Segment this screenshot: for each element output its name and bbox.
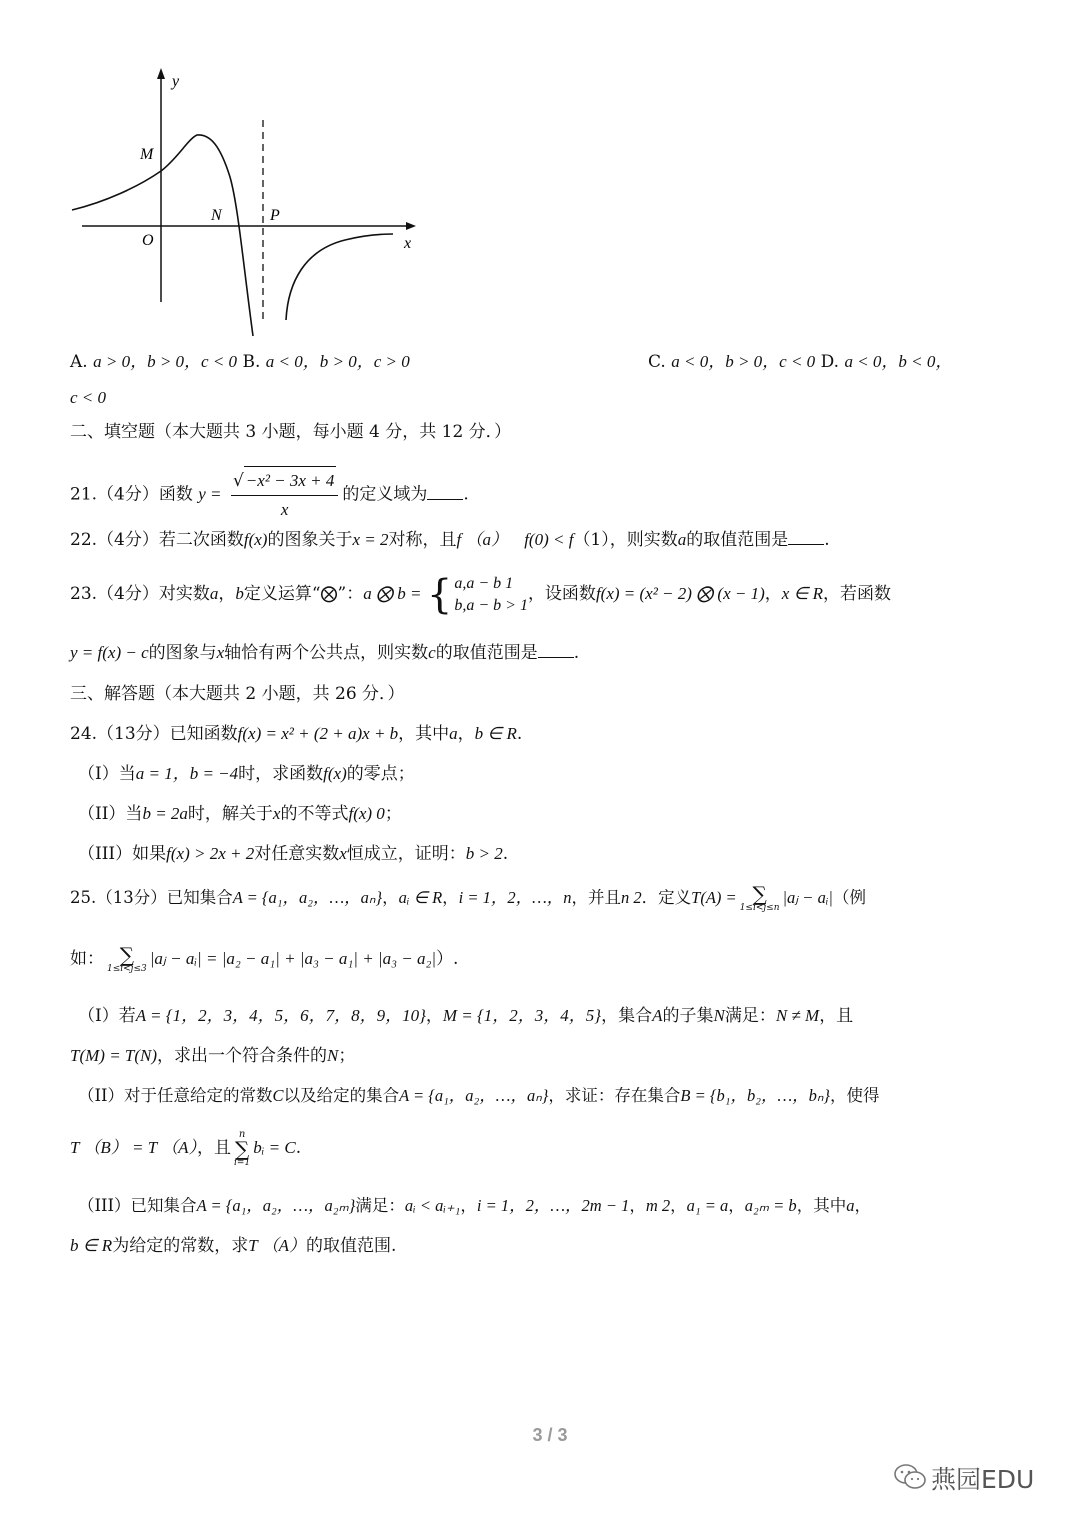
- q25-p3-line2-t: T （A）: [248, 1236, 306, 1255]
- q24-end: .: [516, 724, 523, 744]
- q22-f0: f(0) < f: [524, 530, 574, 549]
- question-24-part3: [78, 842, 508, 866]
- choice-b-expr: a < 0，b > 0，c > 0: [265, 352, 410, 371]
- q25-p3-idx: i = 1，2，…，2m − 1: [476, 1196, 630, 1215]
- q24-p3-goal: b > 2: [465, 844, 503, 863]
- q24-p2-ineq: f(x) 0: [348, 804, 385, 823]
- question-24-stem: [70, 722, 522, 746]
- q25-p2-sum-body: bᵢ = C: [253, 1138, 296, 1157]
- q21-blank[interactable]: [427, 485, 463, 500]
- question-25-part2: [78, 1084, 880, 1108]
- q21-denominator: x: [280, 500, 289, 519]
- page-number: 3 / 3: [532, 1425, 568, 1445]
- q23-text1: 23.（4分）对实数: [70, 584, 210, 604]
- q21-suffix: 的定义域为: [342, 484, 428, 505]
- q25-p1-line2-text: ，求出一个符合条件的: [157, 1046, 328, 1066]
- q24-br: b ∈ R: [474, 724, 517, 743]
- choice-a-expr: a > 0，b > 0，c < 0: [93, 352, 238, 371]
- q25-stem5: ．定义: [641, 888, 692, 907]
- q21-numerator: −x² − 3x + 4: [244, 466, 337, 495]
- q25-p1-sep: ，: [425, 1006, 443, 1026]
- q21-y-eq: y =: [198, 484, 222, 504]
- q23-c: c: [428, 643, 436, 662]
- q25-sum-lower: 1≤i<j≤n: [739, 902, 780, 913]
- q25-p1-line2-end: ；: [338, 1046, 356, 1066]
- q25-p3-set: A = {a₁，a₂，…，a₂ₘ}: [196, 1196, 356, 1215]
- q25-p1-label: （I）若: [78, 1006, 136, 1026]
- q23-blank[interactable]: [538, 643, 574, 658]
- q25-stem3: ，: [442, 888, 459, 907]
- choice-line-1: [70, 350, 410, 374]
- q25-p2-set-b: B = {b₁，b₂，…，bₙ}: [680, 1086, 831, 1105]
- q23-text2: 定义运算“⨂”：: [243, 584, 364, 604]
- q25-n-cond: n 2: [621, 888, 642, 907]
- question-25-example: [70, 941, 458, 977]
- q25-p3-line2-text: 为给定的常数，求: [112, 1236, 249, 1256]
- q22-text4: 的取值范围是: [686, 530, 789, 550]
- q24-p2-x: x: [272, 804, 281, 823]
- q25-p1-text4: ，且: [819, 1006, 854, 1026]
- q24-p2-end: ；: [384, 804, 402, 824]
- q25-stem4: ，并且: [571, 888, 622, 907]
- q25-p2-sum-lower: i=1: [234, 1157, 251, 1168]
- q22-text2: 的图象关于: [267, 530, 353, 550]
- q23-brace: {: [426, 571, 453, 618]
- choice-line-1-right: [648, 350, 952, 374]
- q25-p3-text2: ，其中: [796, 1196, 847, 1215]
- q24-p2-text2: 的不等式: [280, 804, 349, 824]
- question-21: [70, 466, 469, 524]
- q24-p3-ineq: f(x) > 2x + 2: [166, 844, 255, 863]
- q25-p1-cond: N ≠ M: [775, 1006, 820, 1025]
- q24-p1-label: （I）当: [78, 764, 136, 784]
- q22-text3: 对称，且: [388, 530, 457, 550]
- q22-text1: 22.（4分）若二次函数: [70, 530, 244, 550]
- q25-p2-line2-t: T （B） = T （A）: [70, 1138, 198, 1157]
- q24-p1-text: 时，求函数: [238, 764, 324, 784]
- q25-p1-text2: 的子集: [662, 1006, 714, 1026]
- q25-p2-sum-top: n: [238, 1128, 246, 1140]
- x-label: x: [404, 235, 412, 252]
- question-25-part1-line2: [70, 1044, 355, 1068]
- q24-a: a: [449, 724, 458, 743]
- q25-p3-sep2: ，: [629, 1196, 646, 1215]
- q21-fraction: $\frac{\text{√ −x² − 3x + 4}}{x}$: [231, 466, 338, 524]
- q25-p3-text: 满足：: [355, 1196, 405, 1215]
- q23-dom: x ∈ R: [781, 584, 824, 603]
- q25-p1-a: A: [652, 1006, 663, 1025]
- q25-p3-a1: a₁ = a: [686, 1196, 729, 1215]
- y-axis-arrow: [157, 68, 165, 79]
- q24-p3-x: x: [339, 844, 347, 863]
- q24-p1-end: 的零点；: [346, 764, 415, 784]
- q23-end: .: [573, 643, 580, 663]
- choice-line-2: c < 0: [70, 388, 107, 407]
- q22-eq: x = 2: [352, 530, 389, 549]
- q25-stem2: ，: [382, 888, 399, 907]
- q23-func: f(x) = (x² − 2) ⨂ (x − 1): [595, 584, 765, 603]
- q23-line2-text2: 轴恰有两个公共点，则实数: [224, 643, 429, 663]
- point-m-label: M: [140, 146, 154, 163]
- q25-p3-m: m 2: [645, 1196, 671, 1215]
- q22-fx: f(x): [243, 530, 268, 549]
- watermark: [893, 1456, 1053, 1496]
- q22-a: a: [677, 530, 687, 549]
- q25-p3-line2-b: b ∈ R: [70, 1236, 113, 1255]
- x-axis-arrow: [406, 222, 416, 230]
- q25-p3-sep: ，: [460, 1196, 477, 1215]
- question-24-part1: [78, 762, 415, 786]
- choice-d-label: D.: [815, 352, 845, 372]
- q23-text5: ，若函数: [823, 584, 892, 604]
- q23-x: x: [216, 643, 225, 662]
- question-25-part2-line2: [70, 1128, 301, 1168]
- q24-stem2: ，其中: [398, 724, 450, 744]
- q23-line2-text: 的图象与: [148, 643, 217, 663]
- q25-p2-text2: ，求证：存在集合: [548, 1086, 681, 1105]
- q25-p3-line2-end: 的取值范围.: [306, 1236, 397, 1256]
- q23-op: a ⨂ b =: [363, 584, 422, 603]
- q24-p2-text: 时，解关于: [187, 804, 273, 824]
- q23-line2-text3: 的取值范围是: [435, 643, 538, 663]
- q23-sep: ，: [218, 584, 236, 604]
- y-label: y: [172, 73, 180, 90]
- q25-p1-line2-cond: T(M) = T(N): [70, 1046, 158, 1065]
- choice-c-expr: a < 0，b > 0，c < 0: [671, 352, 816, 371]
- question-25-part3-line2: [70, 1234, 396, 1258]
- choice-c-label: C.: [648, 352, 672, 372]
- question-25-part3: [78, 1194, 871, 1218]
- q25-p3-a2m: a₂ₘ = b: [744, 1196, 797, 1215]
- q25-ex-end: ）.: [436, 949, 459, 969]
- q25-p3-sep5: ，: [854, 1196, 871, 1215]
- q25-ex-label: 如：: [70, 949, 104, 969]
- question-23-line2: [70, 641, 579, 665]
- q25-p1-set-a: A = {1，2，3，4，5，6，7，8，9，10}: [135, 1006, 426, 1025]
- q24-p1-cond: a = 1，b = −4: [135, 764, 239, 783]
- q25-p1-line2-n: N: [327, 1046, 339, 1065]
- q22-end: .: [824, 530, 830, 550]
- q25-p1-text3: 满足：: [724, 1006, 776, 1026]
- q24-p2-cond: b = 2a: [142, 804, 188, 823]
- q25-p2-line2-text: ，且: [197, 1138, 232, 1158]
- watermark-text: 燕园EDU: [931, 1465, 1035, 1494]
- question-22: [70, 528, 830, 552]
- q23-case2: b,a − b > 1: [454, 596, 528, 614]
- q25-ex-body: |aⱼ − aᵢ| = |a₂ − a₁| + |a₃ − a₁| + |a₃ − a₂|: [149, 949, 437, 968]
- q25-p1-n: N: [713, 1006, 725, 1025]
- q25-p3-cond: aᵢ < aᵢ₊₁: [404, 1196, 461, 1215]
- q25-p3-a: a: [846, 1196, 855, 1215]
- q23-text4: ，: [764, 584, 782, 604]
- q25-p3-sep4: ，: [728, 1196, 745, 1215]
- q22-blank[interactable]: [788, 530, 824, 545]
- q25-idx: i = 1，2，…，n: [458, 888, 572, 907]
- point-p-label: P: [270, 207, 280, 224]
- q21-prefix: 21.（4分）函数: [70, 484, 193, 505]
- question-23: [70, 570, 891, 618]
- q24-p3-label: （III）如果: [78, 844, 167, 864]
- wechat-icon: [893, 1462, 927, 1492]
- q22-f1: （1），则实数: [573, 530, 678, 550]
- q25-p2-end: .: [295, 1138, 302, 1158]
- q25-p2-c: C: [272, 1086, 284, 1105]
- q25-p2-text3: ，使得: [830, 1086, 880, 1105]
- q23-cases: [454, 573, 528, 617]
- q25-stem1: 25.（13分）已知集合: [70, 888, 233, 907]
- choice-b-label: B.: [237, 352, 266, 372]
- q25-ai: aᵢ ∈ R: [398, 888, 443, 907]
- q25-p3-sep3: ，: [670, 1196, 687, 1215]
- curve-right-branch: [286, 234, 393, 320]
- q24-p3-text: 对任意实数: [254, 844, 340, 864]
- q24-p2-label: （II）当: [78, 804, 143, 824]
- curve-left-branch: [72, 135, 253, 336]
- section-2-heading: 二、填空题（本大题共 3 小题，每小题 4 分，共 12 分．）: [70, 422, 512, 442]
- question-24-part2: [78, 802, 402, 826]
- question-25-part1: [78, 1004, 853, 1028]
- q22-fa: f （a）: [456, 530, 508, 549]
- q25-p2-text: 以及给定的集合: [283, 1086, 400, 1105]
- q21-end: .: [463, 484, 469, 505]
- q23-text3: ，设函数: [527, 584, 596, 604]
- q24-p1-fx: f(x): [323, 764, 347, 783]
- q24-stem1: 24.（13分）已知函数: [70, 724, 238, 744]
- q25-p3-label: （III）已知集合: [78, 1196, 197, 1215]
- q24-sep: ，: [457, 724, 475, 744]
- q23-a: a: [209, 584, 219, 603]
- q25-p2-sum: n ∑ i=1: [234, 1128, 251, 1168]
- q23-case1: a,a − b 1: [454, 574, 514, 592]
- q25-stem6: （例: [832, 888, 866, 907]
- section-3-heading: 三、解答题（本大题共 2 小题，共 26 分．）: [70, 684, 405, 704]
- choice-d-expr: a < 0，b < 0，: [844, 352, 953, 371]
- q25-p2-set-a: A = {a₁，a₂，…，aₙ}: [399, 1086, 549, 1105]
- q23-line2-expr: y = f(x) − c: [70, 643, 149, 662]
- q25-set-a: A = {a₁，a₂，…，aₙ}: [232, 888, 383, 907]
- choice-a-label: A.: [70, 352, 94, 372]
- question-25-stem: [70, 880, 866, 916]
- q25-sum-body: |aⱼ − aᵢ|: [782, 888, 833, 907]
- q25-sum: ∑ 1≤i<j≤n: [739, 881, 780, 913]
- q24-p3-end: .: [502, 844, 509, 864]
- q25-ex-lower: 1≤i<j≤3: [107, 963, 147, 974]
- q24-func: f(x) = x² + (2 + a)x + b: [237, 724, 399, 743]
- point-n-label: N: [211, 207, 222, 224]
- origin-label: O: [142, 232, 154, 249]
- q25-p1-set-m: M = {1，2，3，4，5}: [442, 1006, 602, 1025]
- q25-p1-text: ，集合: [601, 1006, 653, 1026]
- q25-ex-sum: ∑ 1≤i<j≤3: [107, 942, 147, 974]
- q25-p2-label: （II）对于任意给定的常数: [78, 1086, 273, 1105]
- q25-def: T(A) =: [691, 888, 737, 907]
- function-graph: [60, 62, 430, 347]
- q23-b: b: [235, 584, 244, 603]
- q24-p3-text2: 恒成立，证明：: [346, 844, 466, 864]
